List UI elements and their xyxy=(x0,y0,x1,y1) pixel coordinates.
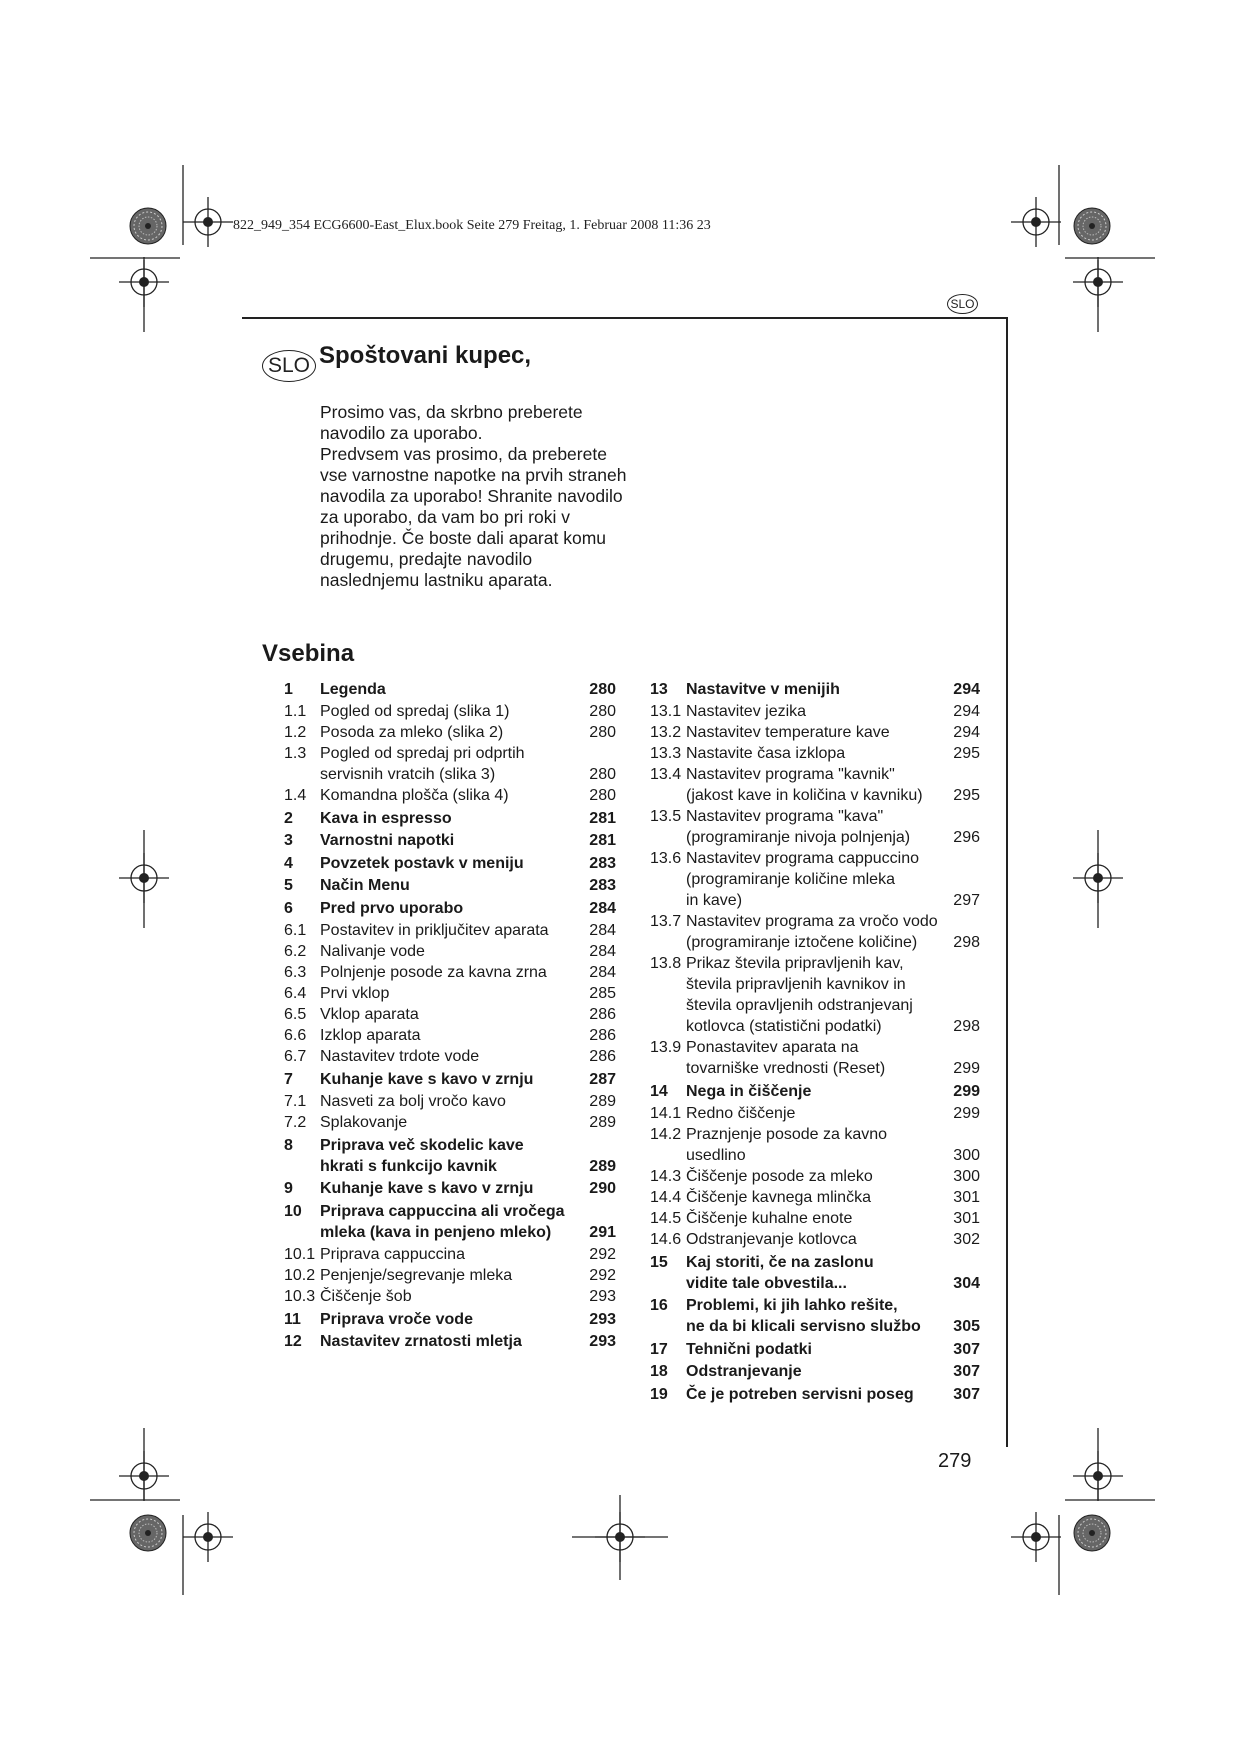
toc-entry-title: Povzetek postavk v meniju xyxy=(320,854,524,872)
toc-entry xyxy=(284,920,616,941)
toc-entry-title: Čiščenje kuhalne enote xyxy=(686,1210,853,1227)
toc-entry xyxy=(284,785,616,806)
toc-entry-number: 6.7 xyxy=(284,1048,307,1065)
toc-entry xyxy=(650,743,980,764)
toc-entry xyxy=(284,1025,616,1046)
toc-entry xyxy=(650,1081,980,1102)
toc-entry-number: 6 xyxy=(284,899,293,917)
toc-entry-page: 280 xyxy=(589,766,616,783)
toc-entry xyxy=(284,1265,616,1286)
toc-entry-title: Pogled od spredaj (slika 1) xyxy=(320,703,510,720)
toc-entry xyxy=(650,1361,980,1382)
toc-entry-number: 7 xyxy=(284,1070,293,1088)
toc-entry xyxy=(650,1124,980,1166)
toc-entry-title: Nastavitev programa "kava" (programiranje nivoja polnjenja) xyxy=(686,808,911,846)
toc-entry-page: 293 xyxy=(589,1333,616,1350)
toc-entry-title: Kava in espresso xyxy=(320,809,452,827)
toc-entry xyxy=(650,764,980,806)
toc-entry-title: Komandna plošča (slika 4) xyxy=(320,787,509,804)
toc-entry xyxy=(650,1295,980,1337)
toc-entry-number: 7.1 xyxy=(284,1093,307,1110)
toc-entry-title: Redno čiščenje xyxy=(686,1105,796,1122)
toc-entry-number: 18 xyxy=(650,1363,668,1380)
page-number: 279 xyxy=(938,1450,972,1472)
toc-entry-number: 13.2 xyxy=(650,724,682,741)
toc-entry-title: Priprava vroče vode xyxy=(320,1310,473,1328)
toc-entry xyxy=(284,1331,616,1352)
toc-entry-page: 284 xyxy=(589,922,616,939)
toc-entry xyxy=(284,1201,616,1243)
toc-entry-page: 298 xyxy=(953,1018,980,1035)
toc-entry xyxy=(284,1309,616,1330)
toc-entry-number: 19 xyxy=(650,1385,668,1403)
toc-entry-page: 307 xyxy=(953,1385,980,1403)
toc-entry-number: 11 xyxy=(284,1310,301,1328)
toc-entry-title: Kaj storiti, če na zaslonu vidite tale obvestila... xyxy=(686,1253,874,1292)
toc-entry-title: Problemi, ki jih lahko rešite, ne da bi klicali servisno službo xyxy=(686,1297,921,1335)
toc-entry-title: Kuhanje kave s kavo v zrnju xyxy=(320,1180,534,1197)
toc-entry-page: 302 xyxy=(953,1231,980,1248)
toc-entry-title: Polnjenje posode za kavna zrna xyxy=(320,964,547,981)
toc-entry-title: Pogled od spredaj pri odprtih servisnih vratcih (slika 3) xyxy=(320,745,525,783)
toc-entry-title: Nastavitve v menijih xyxy=(686,680,840,698)
toc-entry-title: Nastavitev trdote vode xyxy=(320,1048,480,1065)
toc-entry xyxy=(650,1339,980,1360)
toc-entry-page: 299 xyxy=(953,1082,980,1100)
toc-entry-number: 6.4 xyxy=(284,985,307,1002)
toc-entry-number: 15 xyxy=(650,1253,668,1271)
toc-entry-number: 10.3 xyxy=(284,1288,316,1305)
toc-entry-number: 13.1 xyxy=(650,703,682,720)
toc-entry-number: 2 xyxy=(284,809,293,827)
toc-entry xyxy=(650,1037,980,1079)
toc-entry xyxy=(284,1046,616,1067)
toc-entry-title: Posoda za mleko (slika 2) xyxy=(320,724,504,741)
toc-entry-number: 13.5 xyxy=(650,808,682,825)
toc-entry-page: 293 xyxy=(589,1288,616,1305)
toc-entry-number: 1.3 xyxy=(284,745,307,762)
toc-entry-page: 295 xyxy=(953,787,980,804)
toc-entry-title: Postavitev in priključitev aparata xyxy=(320,922,549,939)
toc-entry-page: 293 xyxy=(589,1310,616,1328)
toc-entry xyxy=(650,911,980,953)
toc-entry-number: 14.6 xyxy=(650,1231,682,1248)
toc-entry-page: 281 xyxy=(589,832,616,849)
toc-entry-number: 5 xyxy=(284,877,293,894)
intro-paragraph: Prosimo vas, da skrbno preberete navodilo za uporabo. xyxy=(320,402,583,443)
toc-entry-page: 291 xyxy=(589,1223,616,1241)
toc-entry-number: 10 xyxy=(284,1202,302,1220)
toc-entry-title: Nega in čiščenje xyxy=(686,1082,812,1100)
toc-entry-page: 301 xyxy=(953,1210,980,1227)
toc-entry-page: 297 xyxy=(953,892,980,909)
toc-entry-number: 12 xyxy=(284,1333,302,1350)
toc-entry-title: Kuhanje kave s kavo v zrnju xyxy=(320,1070,534,1088)
toc-entry xyxy=(650,848,980,911)
toc-entry-page: 281 xyxy=(589,809,616,827)
toc-entry-page: 298 xyxy=(953,934,980,951)
toc-entry-page: 284 xyxy=(589,943,616,960)
intro-text xyxy=(320,402,630,591)
toc-entry-number: 6.1 xyxy=(284,922,307,939)
toc-entry-page: 292 xyxy=(589,1267,616,1284)
toc-entry-page: 292 xyxy=(589,1246,616,1263)
toc-entry xyxy=(284,853,616,874)
toc-entry-title: Nastavitev zrnatosti mletja xyxy=(320,1333,522,1350)
toc-entry xyxy=(650,1229,980,1250)
toc-entry xyxy=(284,1091,616,1112)
toc-entry-page: 300 xyxy=(953,1168,980,1185)
toc-entry-number: 6.6 xyxy=(284,1027,307,1044)
toc-entry xyxy=(284,1286,616,1307)
toc-entry-number: 14 xyxy=(650,1082,668,1100)
intro-paragraph: Predvsem vas prosimo, da preberete vse varnostne napotke na prvih straneh navodila za uporabo! Shranite navodilo za uporabo, da vam bo pri roki v prihodnje. Če boste dali aparat komu drugemu, predajte navodilo naslednjemu lastniku aparata. xyxy=(320,444,627,590)
toc-entry-page: 286 xyxy=(589,1027,616,1044)
toc-entry-number: 13.8 xyxy=(650,955,682,972)
toc-entry-title: Ponastavitev aparata na tovarniške vrednosti (Reset) xyxy=(686,1039,886,1077)
toc-entry-page: 289 xyxy=(589,1114,616,1131)
toc-entry-page: 307 xyxy=(953,1340,980,1358)
toc-entry xyxy=(650,1103,980,1124)
toc-entry-title: Nastavitev programa cappuccino (programiranje količine mleka in kave) xyxy=(686,850,920,909)
language-badge-small: SLO xyxy=(947,294,978,314)
toc-entry-page: 301 xyxy=(953,1189,980,1206)
toc-heading: Vsebina xyxy=(262,640,355,667)
toc-entry-number: 14.5 xyxy=(650,1210,682,1227)
toc-entry-page: 286 xyxy=(589,1048,616,1065)
toc-entry xyxy=(650,1166,980,1187)
toc-entry-number: 14.3 xyxy=(650,1168,682,1185)
toc-entry xyxy=(284,1004,616,1025)
toc-entry-number: 4 xyxy=(284,854,293,872)
language-badge: SLO xyxy=(262,350,316,382)
toc-entry xyxy=(284,830,616,851)
toc-entry-number: 14.1 xyxy=(650,1105,682,1122)
toc-entry-title: Tehnični podatki xyxy=(686,1340,812,1358)
toc-entry xyxy=(650,1208,980,1229)
toc-entry xyxy=(284,679,616,700)
toc-entry-title: Varnostni napotki xyxy=(320,832,455,849)
toc-entry-title: Prikaz števila pripravljenih kav, števila pripravljenih kavnikov in števila opravljenih odstranjevanj kotlovca (statistični podatki) xyxy=(686,955,913,1035)
toc-entry xyxy=(284,722,616,743)
toc-entry-title: Priprava cappuccina xyxy=(320,1246,465,1263)
toc-entry-page: 284 xyxy=(589,964,616,981)
toc-entry xyxy=(284,875,616,896)
toc-entry xyxy=(284,962,616,983)
toc-entry-title: Odstranjevanje kotlovca xyxy=(686,1231,857,1248)
toc-entry xyxy=(284,983,616,1004)
toc-entry-number: 7.2 xyxy=(284,1114,307,1131)
toc-entry-page: 286 xyxy=(589,1006,616,1023)
toc-entry xyxy=(650,701,980,722)
toc-entry-page: 287 xyxy=(589,1070,616,1088)
toc-entry xyxy=(650,1252,980,1294)
toc-entry-number: 8 xyxy=(284,1136,293,1154)
toc-entry-title: Legenda xyxy=(320,680,386,698)
toc-entry-page: 283 xyxy=(589,877,616,894)
toc-entry xyxy=(284,808,616,829)
toc-entry-title: Nalivanje vode xyxy=(320,943,425,960)
toc-entry-page: 285 xyxy=(589,985,616,1002)
toc-entry-page: 305 xyxy=(953,1318,980,1335)
toc-entry xyxy=(284,898,616,919)
toc-entry-number: 16 xyxy=(650,1297,668,1314)
toc-entry xyxy=(650,1384,980,1405)
toc-entry-page: 299 xyxy=(953,1060,980,1077)
print-header: 822_949_354 ECG6600-East_Elux.book Seite 279 Freitag, 1. Februar 2008 11:36 23 xyxy=(233,218,711,233)
toc-entry-number: 13.7 xyxy=(650,913,682,930)
toc-entry-title: Splakovanje xyxy=(320,1114,408,1131)
toc-entry xyxy=(650,1187,980,1208)
toc-entry-page: 280 xyxy=(589,680,616,698)
toc-entry xyxy=(650,806,980,848)
toc-entry-title: Penjenje/segrevanje mleka xyxy=(320,1267,513,1284)
toc-entry-page: 289 xyxy=(589,1093,616,1110)
toc-entry-page: 280 xyxy=(589,703,616,720)
toc-entry-number: 1.2 xyxy=(284,724,307,741)
toc-entry xyxy=(284,743,616,785)
toc-entry-title: Nastavite časa izklopa xyxy=(686,745,846,762)
toc-entry xyxy=(650,679,980,700)
toc-entry-title: Priprava več skodelic kave hkrati s funkcijo kavnik xyxy=(320,1136,524,1175)
toc-entry xyxy=(284,1112,616,1133)
toc-entry-page: 280 xyxy=(589,787,616,804)
toc-entry-title: Nasveti za bolj vročo kavo xyxy=(320,1093,506,1110)
toc-entry xyxy=(650,722,980,743)
toc-entry-page: 289 xyxy=(589,1157,616,1175)
toc-entry-title: Čiščenje šob xyxy=(320,1288,412,1305)
toc-entry xyxy=(284,941,616,962)
toc-entry-number: 13.9 xyxy=(650,1039,682,1056)
toc-entry-number: 13 xyxy=(650,680,668,698)
toc-entry-number: 14.2 xyxy=(650,1126,682,1143)
greeting-heading: Spoštovani kupec, xyxy=(319,342,532,369)
toc-entry-page: 284 xyxy=(589,899,616,917)
toc-entry-page: 299 xyxy=(953,1105,980,1122)
toc-entry-number: 6.3 xyxy=(284,964,307,981)
toc-entry-number: 3 xyxy=(284,832,293,849)
toc-entry-page: 290 xyxy=(589,1180,616,1197)
toc-entry-title: Čiščenje kavnega mlinčka xyxy=(686,1189,871,1206)
toc-entry-title: Odstranjevanje xyxy=(686,1363,802,1380)
page-frame-right-rule xyxy=(1006,317,1008,1447)
toc-entry-number: 13.3 xyxy=(650,745,682,762)
toc-entry-page: 280 xyxy=(589,724,616,741)
toc-entry-page: 304 xyxy=(953,1274,980,1292)
toc-entry xyxy=(650,953,980,1037)
toc-entry-title: Pred prvo uporabo xyxy=(320,899,464,917)
toc-entry-page: 307 xyxy=(953,1363,980,1380)
toc-column-right xyxy=(650,677,980,1406)
toc-entry-title: Nastavitev temperature kave xyxy=(686,724,890,741)
toc-entry-page: 283 xyxy=(589,854,616,872)
toc-entry-page: 295 xyxy=(953,745,980,762)
toc-column-left xyxy=(284,677,616,1354)
toc-entry-title: Nastavitev jezika xyxy=(686,703,807,720)
toc-entry-page: 294 xyxy=(953,703,980,720)
toc-entry-page: 294 xyxy=(953,724,980,741)
toc-entry-number: 9 xyxy=(284,1180,293,1197)
toc-entry-number: 10.2 xyxy=(284,1267,316,1284)
toc-entry-page: 296 xyxy=(953,829,980,846)
toc-entry-number: 17 xyxy=(650,1340,668,1358)
toc-entry-number: 6.5 xyxy=(284,1006,307,1023)
toc-entry-title: Praznjenje posode za kavno usedlino xyxy=(686,1126,888,1164)
toc-entry-title: Nastavitev programa za vročo vodo (programiranje iztočene količine) xyxy=(686,913,938,951)
toc-entry-title: Prvi vklop xyxy=(320,985,390,1002)
toc-entry-title: Izklop aparata xyxy=(320,1027,421,1044)
toc-entry xyxy=(284,1244,616,1265)
toc-entry xyxy=(284,701,616,722)
toc-entry-title: Način Menu xyxy=(320,877,410,894)
toc-entry-number: 10.1 xyxy=(284,1246,316,1263)
toc-entry-number: 1.1 xyxy=(284,703,307,720)
toc-entry-number: 13.6 xyxy=(650,850,682,867)
toc-entry-number: 6.2 xyxy=(284,943,307,960)
toc-entry-title: Čiščenje posode za mleko xyxy=(686,1168,873,1185)
toc-entry-page: 300 xyxy=(953,1147,980,1164)
page-frame-top-rule xyxy=(242,317,1008,319)
toc-entry-title: Če je potreben servisni poseg xyxy=(686,1385,914,1403)
toc-entry-title: Vklop aparata xyxy=(320,1006,419,1023)
toc-entry xyxy=(284,1135,616,1177)
toc-entry-number: 13.4 xyxy=(650,766,682,783)
toc-entry xyxy=(284,1069,616,1090)
toc-entry-number: 14.4 xyxy=(650,1189,682,1206)
toc-entry xyxy=(284,1178,616,1199)
toc-entry-number: 1 xyxy=(284,680,293,698)
toc-entry-page: 294 xyxy=(953,680,980,698)
toc-entry-title: Nastavitev programa "kavnik" (jakost kave in količina v kavniku) xyxy=(686,766,923,804)
toc-entry-title: Priprava cappuccina ali vročega mleka (kava in penjeno mleko) xyxy=(320,1202,565,1241)
toc-entry-number: 1.4 xyxy=(284,787,307,804)
